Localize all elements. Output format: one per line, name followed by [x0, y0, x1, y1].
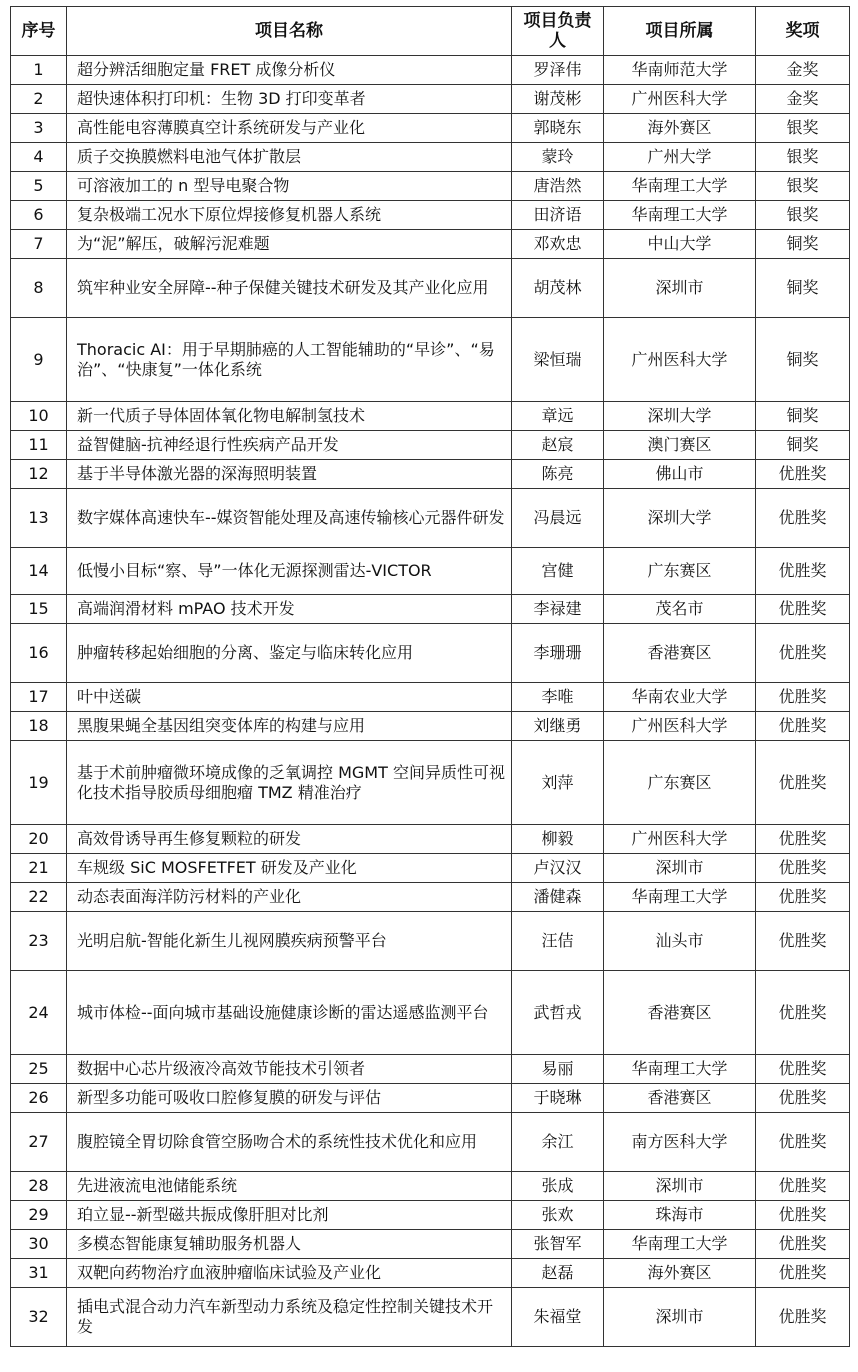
table-row: [11, 402, 850, 431]
cell-award: 优胜奖: [756, 712, 850, 741]
cell-project-name: 高效骨诱导再生修复颗粒的研发: [67, 825, 512, 854]
cell-project-name: 插电式混合动力汽车新型动力系统及稳定性控制关键技术开发: [67, 1288, 512, 1347]
cell-unit: 香港赛区: [604, 971, 756, 1055]
cell-unit: 南方医科大学: [604, 1113, 756, 1172]
cell-unit: 汕头市: [604, 912, 756, 971]
cell-unit: 佛山市: [604, 460, 756, 489]
cell-no: 17: [11, 683, 67, 712]
cell-award: 优胜奖: [756, 489, 850, 548]
cell-no: 15: [11, 595, 67, 624]
table-row: [11, 1172, 850, 1201]
cell-no: 5: [11, 172, 67, 201]
cell-unit: 深圳市: [604, 854, 756, 883]
table-row: [11, 460, 850, 489]
cell-award: 优胜奖: [756, 624, 850, 683]
cell-no: 21: [11, 854, 67, 883]
cell-leader: 冯晨远: [512, 489, 604, 548]
cell-award: 优胜奖: [756, 1201, 850, 1230]
cell-no: 2: [11, 85, 67, 114]
cell-no: 27: [11, 1113, 67, 1172]
cell-award: 银奖: [756, 114, 850, 143]
cell-leader: 梁恒瑞: [512, 318, 604, 402]
cell-unit: 澳门赛区: [604, 431, 756, 460]
cell-leader: 张成: [512, 1172, 604, 1201]
cell-unit: 海外赛区: [604, 114, 756, 143]
cell-leader: 谢茂彬: [512, 85, 604, 114]
table-row: [11, 683, 850, 712]
cell-project-name: 益智健脑-抗神经退行性疾病产品开发: [67, 431, 512, 460]
cell-leader: 章远: [512, 402, 604, 431]
cell-leader: 潘健森: [512, 883, 604, 912]
cell-unit: 广州医科大学: [604, 85, 756, 114]
cell-unit: 香港赛区: [604, 624, 756, 683]
cell-project-name: 城市体检--面向城市基础设施健康诊断的雷达遥感监测平台: [67, 971, 512, 1055]
cell-unit: 深圳市: [604, 1288, 756, 1347]
cell-project-name: 筑牢种业安全屏障--种子保健关键技术研发及其产业化应用: [67, 259, 512, 318]
table-row: [11, 1230, 850, 1259]
cell-no: 23: [11, 912, 67, 971]
cell-award: 优胜奖: [756, 883, 850, 912]
table-row: [11, 971, 850, 1055]
cell-award: 优胜奖: [756, 683, 850, 712]
table-row: [11, 548, 850, 595]
cell-award: 优胜奖: [756, 1288, 850, 1347]
cell-no: 9: [11, 318, 67, 402]
cell-award: 优胜奖: [756, 1084, 850, 1113]
cell-award: 银奖: [756, 172, 850, 201]
cell-leader: 武哲戎: [512, 971, 604, 1055]
table-row: [11, 143, 850, 172]
cell-project-name: 为“泥”解压，破解污泥难题: [67, 230, 512, 259]
cell-no: 16: [11, 624, 67, 683]
cell-leader: 柳毅: [512, 825, 604, 854]
cell-award: 铜奖: [756, 431, 850, 460]
cell-award: 优胜奖: [756, 912, 850, 971]
cell-award: 优胜奖: [756, 548, 850, 595]
award-table-container: [10, 6, 849, 1347]
table-row: [11, 114, 850, 143]
cell-unit: 华南理工大学: [604, 1055, 756, 1084]
cell-unit: 广州医科大学: [604, 712, 756, 741]
cell-award: 优胜奖: [756, 595, 850, 624]
cell-project-name: 叶中送碳: [67, 683, 512, 712]
header-award: 奖项: [756, 7, 850, 56]
cell-leader: 李禄建: [512, 595, 604, 624]
cell-no: 8: [11, 259, 67, 318]
cell-award: 铜奖: [756, 318, 850, 402]
cell-leader: 田济语: [512, 201, 604, 230]
cell-no: 24: [11, 971, 67, 1055]
cell-unit: 华南理工大学: [604, 1230, 756, 1259]
cell-unit: 华南理工大学: [604, 201, 756, 230]
cell-award: 优胜奖: [756, 1230, 850, 1259]
cell-no: 31: [11, 1259, 67, 1288]
cell-project-name: 珀立显--新型磁共振成像肝胆对比剂: [67, 1201, 512, 1230]
cell-leader: 蒙玲: [512, 143, 604, 172]
cell-project-name: 高性能电容薄膜真空计系统研发与产业化: [67, 114, 512, 143]
cell-award: 铜奖: [756, 402, 850, 431]
cell-no: 29: [11, 1201, 67, 1230]
cell-project-name: 数据中心芯片级液冷高效节能技术引领者: [67, 1055, 512, 1084]
cell-project-name: 新一代质子导体固体氧化物电解制氢技术: [67, 402, 512, 431]
cell-leader: 陈亮: [512, 460, 604, 489]
cell-award: 银奖: [756, 201, 850, 230]
table-row: [11, 489, 850, 548]
cell-unit: 华南师范大学: [604, 56, 756, 85]
table-row: [11, 825, 850, 854]
cell-project-name: 超快速体积打印机：生物 3D 打印变革者: [67, 85, 512, 114]
table-row: [11, 1113, 850, 1172]
cell-leader: 赵宸: [512, 431, 604, 460]
cell-award: 优胜奖: [756, 460, 850, 489]
cell-award: 优胜奖: [756, 741, 850, 825]
cell-leader: 易丽: [512, 1055, 604, 1084]
cell-no: 26: [11, 1084, 67, 1113]
cell-leader: 胡茂林: [512, 259, 604, 318]
header-leader: 项目负责人: [512, 7, 604, 56]
cell-leader: 唐浩然: [512, 172, 604, 201]
table-row: [11, 912, 850, 971]
header-name: 项目名称: [67, 7, 512, 56]
cell-project-name: 数字媒体高速快车--媒资智能处理及高速传输核心元器件研发: [67, 489, 512, 548]
table-row: [11, 854, 850, 883]
cell-project-name: 复杂极端工况水下原位焊接修复机器人系统: [67, 201, 512, 230]
cell-project-name: 车规级 SiC MOSFETFET 研发及产业化: [67, 854, 512, 883]
cell-no: 3: [11, 114, 67, 143]
cell-award: 优胜奖: [756, 854, 850, 883]
table-row: [11, 172, 850, 201]
cell-project-name: 超分辨活细胞定量 FRET 成像分析仪: [67, 56, 512, 85]
cell-leader: 卢汉汉: [512, 854, 604, 883]
award-table: [10, 6, 850, 1347]
table-row: [11, 1259, 850, 1288]
table-row: [11, 85, 850, 114]
cell-leader: 于晓琳: [512, 1084, 604, 1113]
cell-no: 25: [11, 1055, 67, 1084]
table-row: [11, 1084, 850, 1113]
cell-unit: 香港赛区: [604, 1084, 756, 1113]
cell-unit: 深圳市: [604, 259, 756, 318]
cell-project-name: 先进液流电池储能系统: [67, 1172, 512, 1201]
cell-no: 22: [11, 883, 67, 912]
cell-no: 14: [11, 548, 67, 595]
cell-unit: 深圳大学: [604, 489, 756, 548]
cell-leader: 邓欢忠: [512, 230, 604, 259]
cell-unit: 华南理工大学: [604, 172, 756, 201]
cell-leader: 宫健: [512, 548, 604, 595]
cell-no: 10: [11, 402, 67, 431]
table-row: [11, 56, 850, 85]
cell-award: 金奖: [756, 85, 850, 114]
cell-no: 20: [11, 825, 67, 854]
cell-project-name: 低慢小目标“察、导”一体化无源探测雷达-VICTOR: [67, 548, 512, 595]
cell-no: 12: [11, 460, 67, 489]
table-row: [11, 1201, 850, 1230]
cell-leader: 余江: [512, 1113, 604, 1172]
cell-no: 11: [11, 431, 67, 460]
cell-no: 19: [11, 741, 67, 825]
cell-no: 18: [11, 712, 67, 741]
cell-leader: 罗泽伟: [512, 56, 604, 85]
cell-award: 铜奖: [756, 259, 850, 318]
cell-unit: 华南农业大学: [604, 683, 756, 712]
cell-no: 4: [11, 143, 67, 172]
cell-leader: 郭晓东: [512, 114, 604, 143]
cell-leader: 朱福堂: [512, 1288, 604, 1347]
cell-project-name: 可溶液加工的 n 型导电聚合物: [67, 172, 512, 201]
cell-unit: 广东赛区: [604, 548, 756, 595]
cell-award: 铜奖: [756, 230, 850, 259]
cell-project-name: 基于术前肿瘤微环境成像的乏氧调控 MGMT 空间异质性可视化技术指导胶质母细胞瘤 TMZ 精准治疗: [67, 741, 512, 825]
cell-award: 银奖: [756, 143, 850, 172]
cell-project-name: Thoracic AI：用于早期肺癌的人工智能辅助的“早诊”、“易治”、“快康复”一体化系统: [67, 318, 512, 402]
cell-no: 13: [11, 489, 67, 548]
cell-unit: 广州大学: [604, 143, 756, 172]
cell-project-name: 基于半导体激光器的深海照明装置: [67, 460, 512, 489]
table-row: [11, 883, 850, 912]
table-row: [11, 259, 850, 318]
cell-unit: 深圳大学: [604, 402, 756, 431]
cell-project-name: 新型多功能可吸收口腔修复膜的研发与评估: [67, 1084, 512, 1113]
cell-project-name: 光明启航-智能化新生儿视网膜疾病预警平台: [67, 912, 512, 971]
cell-no: 28: [11, 1172, 67, 1201]
cell-award: 优胜奖: [756, 825, 850, 854]
cell-no: 30: [11, 1230, 67, 1259]
table-row: [11, 595, 850, 624]
cell-project-name: 多模态智能康复辅助服务机器人: [67, 1230, 512, 1259]
table-row: [11, 712, 850, 741]
table-row: [11, 431, 850, 460]
table-row: [11, 741, 850, 825]
cell-project-name: 高端润滑材料 mPAO 技术开发: [67, 595, 512, 624]
cell-no: 7: [11, 230, 67, 259]
table-row: [11, 318, 850, 402]
cell-award: 优胜奖: [756, 1055, 850, 1084]
cell-award: 金奖: [756, 56, 850, 85]
cell-leader: 张欢: [512, 1201, 604, 1230]
cell-leader: 刘萍: [512, 741, 604, 825]
header-unit: 项目所属: [604, 7, 756, 56]
cell-project-name: 动态表面海洋防污材料的产业化: [67, 883, 512, 912]
cell-project-name: 双靶向药物治疗血液肿瘤临床试验及产业化: [67, 1259, 512, 1288]
table-row: [11, 624, 850, 683]
cell-unit: 广州医科大学: [604, 318, 756, 402]
cell-project-name: 腹腔镜全胃切除食管空肠吻合术的系统性技术优化和应用: [67, 1113, 512, 1172]
table-row: [11, 230, 850, 259]
cell-no: 6: [11, 201, 67, 230]
cell-project-name: 肿瘤转移起始细胞的分离、鉴定与临床转化应用: [67, 624, 512, 683]
table-row: [11, 1288, 850, 1347]
cell-award: 优胜奖: [756, 971, 850, 1055]
table-row: [11, 1055, 850, 1084]
cell-leader: 李珊珊: [512, 624, 604, 683]
cell-project-name: 质子交换膜燃料电池气体扩散层: [67, 143, 512, 172]
cell-leader: 赵磊: [512, 1259, 604, 1288]
cell-unit: 珠海市: [604, 1201, 756, 1230]
cell-project-name: 黑腹果蝇全基因组突变体库的构建与应用: [67, 712, 512, 741]
table-row: [11, 201, 850, 230]
cell-leader: 刘继勇: [512, 712, 604, 741]
cell-award: 优胜奖: [756, 1113, 850, 1172]
cell-unit: 中山大学: [604, 230, 756, 259]
cell-leader: 李唯: [512, 683, 604, 712]
cell-unit: 华南理工大学: [604, 883, 756, 912]
header-row: [11, 7, 850, 56]
cell-unit: 深圳市: [604, 1172, 756, 1201]
header-no: 序号: [11, 7, 67, 56]
cell-unit: 广东赛区: [604, 741, 756, 825]
cell-leader: 张智军: [512, 1230, 604, 1259]
cell-award: 优胜奖: [756, 1172, 850, 1201]
cell-no: 1: [11, 56, 67, 85]
cell-unit: 茂名市: [604, 595, 756, 624]
cell-unit: 海外赛区: [604, 1259, 756, 1288]
cell-unit: 广州医科大学: [604, 825, 756, 854]
cell-no: 32: [11, 1288, 67, 1347]
cell-award: 优胜奖: [756, 1259, 850, 1288]
cell-leader: 汪佶: [512, 912, 604, 971]
